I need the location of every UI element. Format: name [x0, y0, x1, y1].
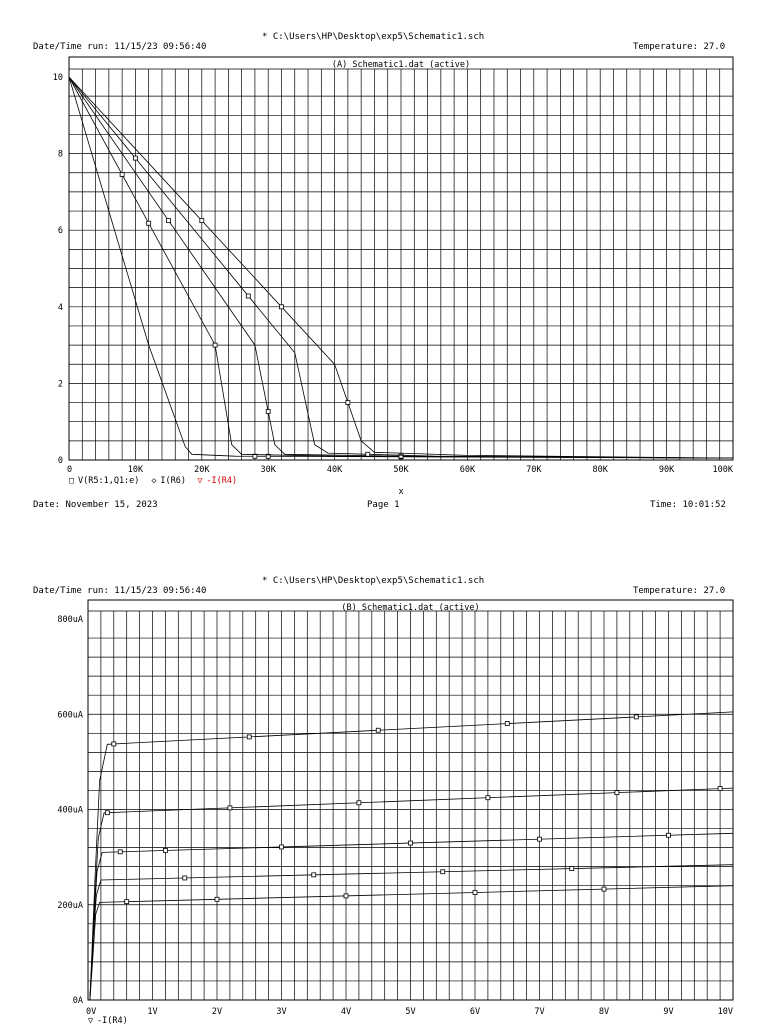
x-tick-label: 7V — [534, 1007, 545, 1017]
series-marker — [280, 845, 284, 849]
series-marker — [247, 735, 251, 739]
series-marker — [133, 156, 137, 160]
x-tick-label: 70K — [526, 465, 542, 475]
x-tick-label: 2V — [211, 1007, 223, 1017]
datetime-run-2: Date/Time run: 11/15/23 09:56:40 — [33, 586, 207, 596]
series-marker — [312, 873, 316, 877]
series-marker — [634, 715, 638, 719]
legend-entry: -I(R4) — [206, 476, 238, 486]
series-marker — [200, 219, 204, 223]
y-tick-label: 0 — [57, 456, 63, 466]
series-marker — [399, 454, 403, 458]
chart-title: (B) Schematic1.dat (active) — [341, 603, 480, 613]
y-tick-label: 400uA — [57, 805, 83, 816]
series-marker — [246, 294, 250, 298]
x-tick-label: 9V — [663, 1007, 674, 1017]
chart-title: (A) Schematic1.dat (active) — [331, 60, 471, 70]
file-title-1: * C:\Users\HP\Desktop\exp5\Schematic1.sch — [262, 32, 485, 42]
x-tick-label: 80K — [592, 465, 608, 475]
x-tick-label: 10K — [127, 465, 144, 475]
x-tick-label: 5V — [405, 1007, 416, 1017]
series-marker — [602, 887, 606, 891]
series-marker — [183, 876, 187, 880]
series-marker — [366, 452, 370, 456]
temperature-2: Temperature: 27.0 — [633, 586, 726, 596]
series-marker — [346, 401, 350, 405]
x-tick-label: 20K — [194, 465, 210, 475]
y-tick-label: 2 — [57, 379, 63, 390]
x-tick-label: 10V — [717, 1007, 733, 1017]
series-line-2 — [90, 865, 733, 1000]
y-tick-label: 4 — [57, 302, 63, 313]
x-tick-label: 8V — [598, 1007, 610, 1017]
series-marker — [120, 172, 124, 176]
legend-symbol: ◇ — [151, 476, 157, 486]
series-marker — [118, 850, 122, 854]
x-axis-label: x — [398, 487, 404, 497]
series-marker — [213, 343, 217, 347]
page-label: Page 1 — [367, 500, 400, 510]
series-marker — [473, 890, 477, 894]
y-tick-label: 0A — [72, 996, 83, 1006]
temperature-1: Temperature: 27.0 — [633, 42, 726, 52]
series-marker — [167, 219, 171, 223]
y-tick-label: 10 — [52, 73, 63, 83]
legend-symbol: □ — [69, 476, 75, 486]
time-footer: Time: 10:01:52 — [650, 500, 726, 510]
series-marker — [344, 894, 348, 898]
legend-symbol: ▽ — [88, 1016, 94, 1024]
y-tick-label: 200uA — [57, 900, 83, 911]
series-line-5 — [90, 712, 733, 1000]
series-marker — [538, 837, 542, 841]
series-marker — [615, 791, 619, 795]
series-marker — [486, 796, 490, 800]
x-tick-label: 3V — [276, 1007, 287, 1017]
series-marker — [147, 221, 151, 225]
legend-symbol: ▽ — [197, 476, 203, 486]
legend-entry: V(R5:1,Q1:e) — [78, 476, 140, 486]
series-marker — [266, 409, 270, 413]
y-tick-label: 6 — [57, 226, 63, 237]
file-title-2: * C:\Users\HP\Desktop\exp5\Schematic1.sch — [262, 576, 485, 586]
date-footer: Date: November 15, 2023 — [33, 500, 158, 510]
x-tick-label: 1V — [147, 1007, 158, 1017]
y-tick-label: 8 — [57, 149, 63, 160]
x-tick-label: 6V — [469, 1007, 481, 1017]
series-marker — [441, 870, 445, 874]
chart-1 — [69, 57, 733, 460]
legend-entry: I(R6) — [160, 476, 186, 486]
series-marker — [125, 900, 129, 904]
x-tick-label: 100K — [712, 465, 733, 475]
x-tick-label: 50K — [393, 465, 409, 475]
datetime-run-1: Date/Time run: 11/15/23 09:56:40 — [33, 42, 207, 52]
series-marker — [112, 742, 116, 746]
x-tick-label: 4V — [340, 1007, 352, 1017]
x-tick-label: 0 — [67, 465, 73, 475]
series-marker — [215, 897, 219, 901]
y-tick-label: 600uA — [57, 710, 83, 721]
series-marker — [228, 806, 232, 810]
series-marker — [105, 811, 109, 815]
chart-2 — [88, 600, 733, 1000]
series-marker — [357, 801, 361, 805]
x-tick-label: 0V — [86, 1007, 97, 1017]
series-marker — [279, 305, 283, 309]
series-marker — [505, 722, 509, 726]
legend-entry: -I(R4) — [97, 1016, 128, 1024]
x-tick-label: 30K — [260, 465, 276, 475]
x-tick-label: 60K — [459, 465, 476, 475]
series-marker — [570, 867, 574, 871]
series-marker — [718, 787, 722, 791]
series-marker — [163, 848, 167, 852]
series-marker — [376, 728, 380, 732]
series-marker — [667, 833, 671, 837]
series-line-3 — [90, 833, 733, 1000]
x-tick-label: 90K — [658, 465, 675, 475]
series-marker — [409, 841, 413, 845]
x-tick-label: 40K — [326, 465, 343, 475]
y-tick-label: 800uA — [57, 615, 83, 625]
